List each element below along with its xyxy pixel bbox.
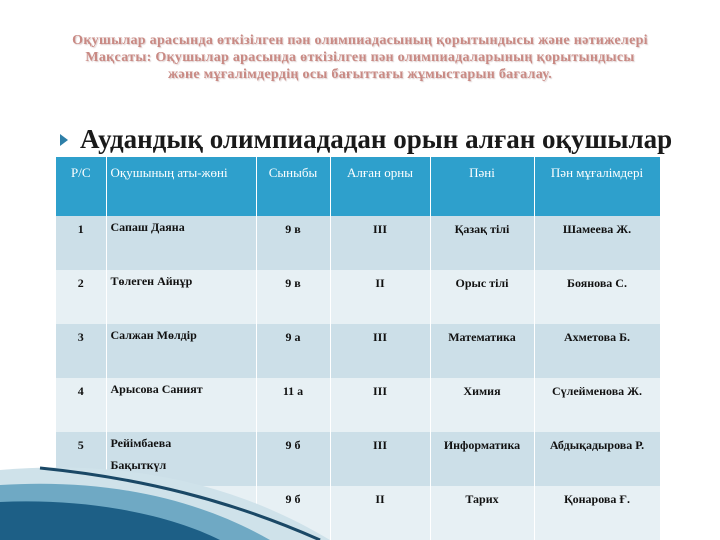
col-header-name: Оқушының аты-жөні [106,157,256,216]
name-text: Төлеген Айнұр [110,274,193,288]
cell-teacher: Шамеева Ж. [534,216,660,270]
cell-teacher: Боянова С. [534,270,660,324]
slide-header [20,32,700,83]
table-row [56,378,660,432]
heading-text: Аудандық олимпиададан орын алған оқушылар [80,123,673,154]
cell-number: 1 [56,216,106,270]
cell-number: 3 [56,324,106,378]
cell-grade: 9 в [256,216,330,270]
cell-name [106,324,256,378]
cell-subject: Информатика [430,432,534,486]
table-row [56,270,660,324]
cell-grade: 11 а [256,378,330,432]
cell-place: ІІ [330,486,430,540]
name-text: Арысова Саният [110,382,203,396]
name-text: Сапаш Даяна [110,220,185,234]
name-text: Салжан Мөлдір [110,328,197,342]
cell-subject: Қазақ тілі [430,216,534,270]
cell-grade: 9 а [256,324,330,378]
col-header-place: Алған орны [330,157,430,216]
cell-name [106,270,256,324]
table-row [56,216,660,270]
cell-subject: Тарих [430,486,534,540]
name-text-line-2: Бақыткүл [110,458,167,472]
col-header-grade: Сыныбы [256,157,330,216]
section-heading [60,122,700,156]
cell-number: 2 [56,270,106,324]
cell-number: 5 [56,432,106,486]
cell-name [106,378,256,432]
name-text-line-1: Рейімбаева [110,436,172,450]
cell-teacher: Ахметова Б. [534,324,660,378]
col-header-teacher: Пән мұғалімдері [534,157,660,216]
cell-place: ІІІ [330,432,430,486]
cell-number: 4 [56,378,106,432]
cell-teacher: Абдықадырова Р. [534,432,660,486]
table-header-row [56,157,660,216]
cell-grade: 9 в [256,270,330,324]
cell-place: ІІІ [330,378,430,432]
cell-teacher: Сүлейменова Ж. [534,378,660,432]
table-row [56,324,660,378]
cell-subject: Орыс тілі [430,270,534,324]
cell-grade: 9 б [256,432,330,486]
cell-place: ІІ [330,270,430,324]
cell-teacher: Қонарова Ғ. [534,486,660,540]
col-header-subject: Пәні [430,157,534,216]
cell-subject: Математика [430,324,534,378]
cell-place: ІІІ [330,324,430,378]
cell-grade: 9 б [256,486,330,540]
header-line-3: және мұғалімдердің осы бағыттағы жұмыстарын бағалау. [167,67,552,82]
bullet-arrow-icon [60,134,68,146]
header-line-2: Мақсаты: Оқушылар арасында өткізілген пән олимпиадаларының қорытындысы [85,50,635,65]
cell-place: ІІІ [330,216,430,270]
decorative-swoosh [0,440,720,540]
header-line-1: Оқушылар арасында өткізілген пән олимпиадасының қорытындысы және нәтижелері [72,33,648,48]
col-header-number: Р/С [56,157,106,216]
cell-name [106,216,256,270]
cell-subject: Химия [430,378,534,432]
